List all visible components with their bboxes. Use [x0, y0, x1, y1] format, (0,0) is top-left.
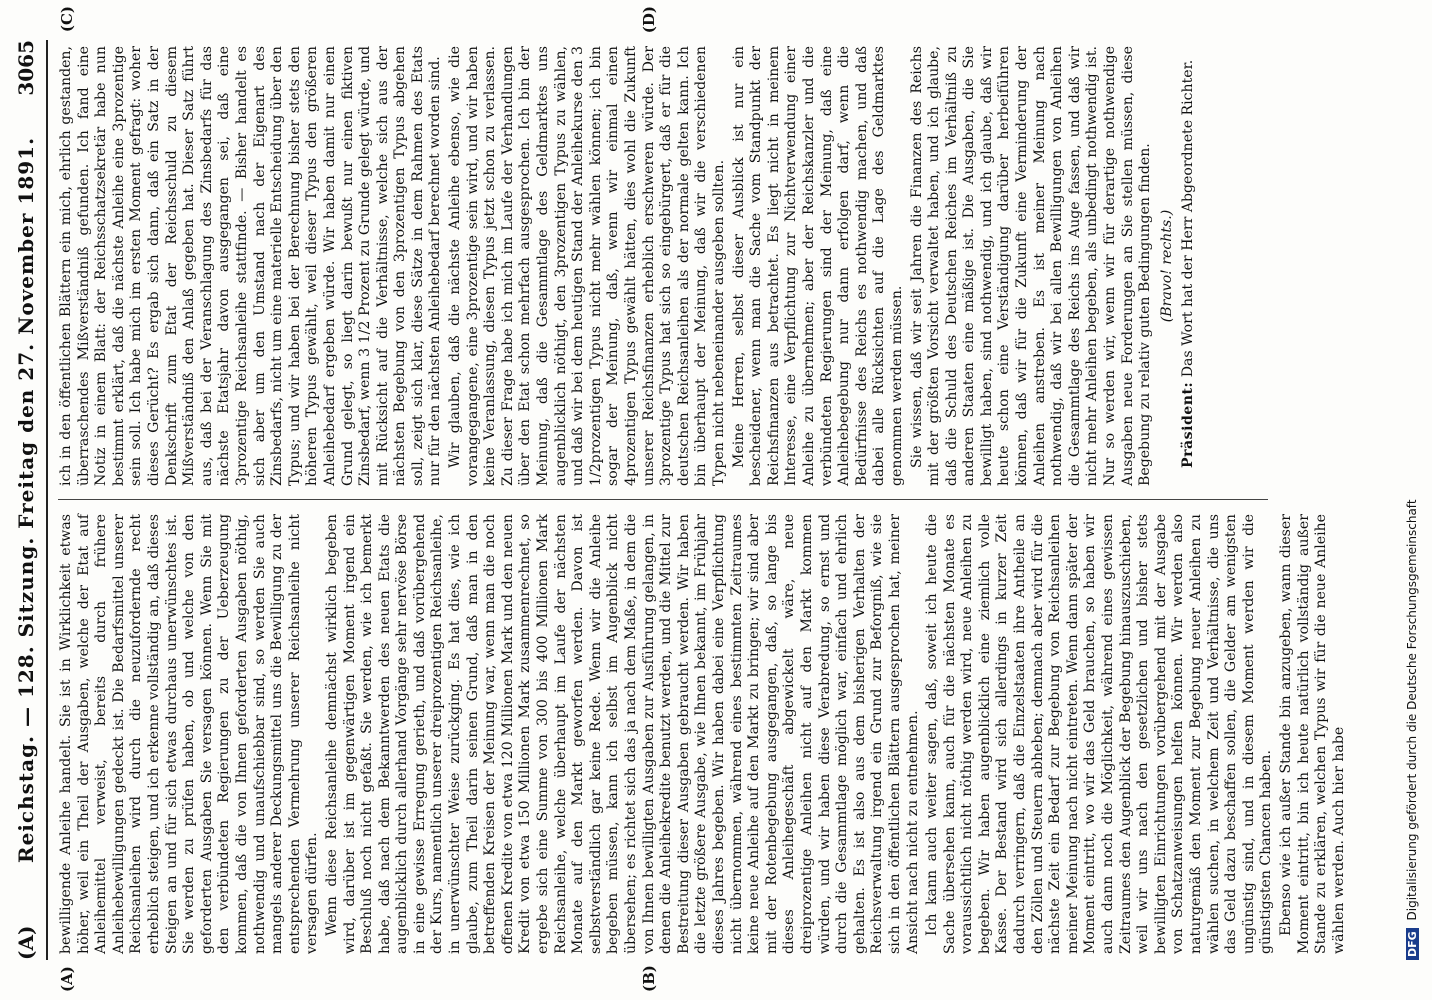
margin-label-d: (D): [640, 6, 658, 34]
page-number: [14, 40, 38, 96]
footer-text: Digitalisierung gefördert durch die Deutsche Forschungsgemeinschaft: [1405, 499, 1419, 921]
right-paragraph: ich in den öffentlichen Blättern ein mich, ehrlich gestanden, überraschendes Mißverständniß gefunden. Ich fand eine Notiz in einem Blatt: der Reichsschatzsekretär habe nun bestimmt erklärt, daß die nächste Anleihe eine 3prozentige sein soll. Ich habe mich im ersten Moment gefragt: woher dieses Gerücht? Es ergab sich dann, daß ein Satz in der Denkschrift zum Etat der Reichsschuld zu diesem Mißverständniß den Anlaß gegeben hat. Dieser Satz führt aus, daß bei der Veranschlagung des Zinsbedarfs für das nächste Etatsjahr davon ausgegangen sei, daß eine 3prozentige Reichsanleihe stattfinde. — Bisher handelt es sich aber um den Umstand nach der Eigenart des Zinsbedarfs, nicht um eine materielle Entscheidung über den Typus; und wir haben bei der Berechnung bisher stets den höheren Typus gewählt, weil dieser Typus den größeren Anleihebedarf ergeben würde. Wir haben damit nur einen Grund gelegt, so liegt darin bewußt nur einen fiktiven Zinsbedarf, wenn 3 1/2 Prozent zu Grunde gelegt würde, und mit Rücksicht auf die Verhältnisse, welche sich aus der nächsten Begebung von den 3prozentigen Typus abgehen soll, zeigt sich klar, diese Sätze in dem Rahmen des Etats nur für den nächsten Anleihebedarf berechnet worden sind.: [58, 46, 444, 486]
page-number-text: 3065: [14, 40, 38, 96]
page-header: [14, 40, 44, 960]
running-title: [14, 40, 38, 960]
speaker-line: [1180, 46, 1198, 486]
speaker-text: Das Wort hat der Herr Abgeordnete Richter.: [1180, 59, 1197, 378]
running-title-text: Reichstag. — 128. Sitzung. Freitag den 27. November 1891.: [14, 136, 38, 864]
margin-label-b: (B): [640, 965, 658, 992]
left-paragraph: Ich kann auch weiter sagen, daß, soweit ich heute die Sache übersehen kann, auch für die nächsten Monate es voraussichtlich nicht nöthig werden wird, neue Anleihen zu begeben. Wir haben augenblicklich eine ziemlich volle Kasse. Der Bestand wird sich allerdings in kurzer Zeit dadurch verringern, daß die Einzelstaaten ihre Antheile an den Zöllen und Steuern abheben; demnach aber wird für die nächste Zeit ein Bedarf zur Begebung von Reichsanleihen meiner Meinung nach nicht eintreten. Wenn dann später der Moment eintritt, wo wir das Geld brauchen, so haben wir auch dann noch die Möglichkeit, während eines gewissen Zeitraumes den Augenblick der Begebung hinauszuschieben, weil wir uns nach den gesetzlichen und bisher stets bewilligten Einrichtungen vorübergehend mit der Ausgabe von Schatzanweisungen helfen können. Wir werden also naturgemäß den Moment zur Begebung neuer Anleihen zu wählen suchen, in welchem Zeit und Verhältnisse, die uns das Geld dazu beschaffen sollen, die Gelder am wenigsten ungünstig sind, und in diesem Moment werden wir die günstigsten Chancen haben.: [924, 514, 1275, 954]
speaker-label: Präsident:: [1180, 381, 1197, 468]
left-paragraph: Wenn diese Reichsanleihe demnächst wirklich begeben wird, darüber ist im gegenwärtigen Moment irgend ein Beschluß noch nicht gefaßt. Sie werden, wie ich bemerkt habe, daß nach dem Bekanntwerden des neuen Etats die augenblicklich durch allerhand Vorgänge sehr nervöse Börse in eine gewisse Erregung gerieth, und daß vorübergehend der Kurs, namentlich unserer dreiprozentigen Reichsanleihe, in unerwünschter Weise zurückging. Es hat dies, wie ich glaube, zum Theil darin seinen Grund, daß man in den betreffenden Kreisen der Meinung war, wenn man die noch offenen Kredite von etwa 120 Millionen Mark und den neuen Kredit von etwa 150 Millionen Mark zusammenrechnet, so ergebe sich eine Summe von 300 bis 400 Millionen Mark Reichsanleihe, welche überhaupt im Laufe der nächsten Monate auf den Markt geworfen werden. Davon ist selbstverständlich gar keine Rede. Wenn wir die Anleihe begeben müssen, kann ich selbst im Augenblick nicht übersehen; es richtet sich das ja nach dem Maße, in dem die von Ihnen bewilligten Ausgaben zur Ausführung gelangen, in denen die Anleihekredite benutzt werden, und die Mittel zur Bestreitung dieser Ausgaben gebraucht werden. Wir haben die letzte größere Ausgabe, wie Ihnen bekannt, im Frühjahr dieses Jahres begeben. Wir haben dabei eine Verpflichtung nicht übernommen, während eines bestimmten Zeitraumes keine neue Anleihe auf den Markt zu bringen; wir sind aber mit der Rotenbegebung ausgegangen, daß, so lange bis dieses Anleihegeschäft abgewickelt wäre, neue dreiprozentige Anleihen nicht auf den Markt kommen würden, und wir haben diese Verabredung, so ernst und durch die Gesammtlage möglich war, einfach und ehrlich gehalten. Es ist also aus dem bisherigen Verhalten der Reichsverwaltung irgend ein Grund zur Beforgniß, wie sie sich in den öffentlichen Blättern ausgesprochen hat, meiner Ansicht nach nicht zu entnehmen.: [323, 514, 921, 954]
dfg-logo: DFG: [1406, 928, 1419, 960]
digitization-footer: [1405, 40, 1419, 960]
margin-label-a: (A): [14, 925, 38, 960]
right-paragraph: Wir glauben, daß die nächste Anleihe ebenso, wie die vorangegangene, eine 3prozentige sein wird, und wir haben keine Veranlassung, diesen Typus jetzt schon zu verlassen. Zu dieser Frage habe ich mich im Laufe der Verhandlungen über den Etat schon mehrfach ausgesprochen. Ich bin der Meinung, daß die Gesammtlage des Geldmarktes uns augenblicklich nöthigt, den 3prozentigen Typus zu wählen, und daß wir bei dem heutigen Stand der Anleihekurse den 3 1/2prozentigen Typus nicht mehr wählen können; ich bin sogar der Meinung, daß, wenn wir einmal einen 4prozentigen Typus gewählt hätten, dies wohl die Zukunft unserer Reichsfinanzen erheblich erschweren würde. Der 3prozentige Typus hat sich so eingebürgert, daß er für die deutschen Reichsanleihen als der normale gelten kann. Ich bin überhaupt der Meinung, daß wir die verschiedenen Typen nicht nebeneinander ausgeben sollten.: [447, 46, 727, 486]
left-paragraph: bewilligende Anleihe handelt. Sie ist in Wirklichkeit etwas höher, weil ein Theil der Ausgaben, welche der Etat auf Anleihemittel verweist, bereits durch frühere Anleihebewilligungen gedeckt ist. Die Bedarfsmittel unserer Reichsanleihen wird durch die neuzufordernde recht erheblich steigen, und ich erkenne vollständig an, daß dieses Steigen an und für sich etwas durchaus unerwünschtes ist. Sie werden zu prüfen haben, ob und welche von den geforderten Ausgaben Sie versagen können. Wenn Sie mit den verbündeten Regierungen zu der Ueberzeugung kommen, daß die von Ihnen geforderten Ausgaben nöthig, nothwendig und unaufschiebbar sind, so werden Sie auch mangels anderer Deckungsmittel uns die Bewilligung zu der entsprechenden Vermehrung unserer Reichsanleihe nicht versagen dürfen.: [58, 514, 321, 954]
margin-label-a-left: (A): [58, 966, 76, 992]
right-column: [58, 46, 1268, 486]
left-paragraph: Ebenso wie ich außer Stande bin anzugeben, wann dieser Moment eintritt, bin ich heute natürlich vollständig außer Stande zu erklären, welchen Typus wir für die neue Anleihe wählen werden. Auch hier habe: [1277, 514, 1347, 954]
stage-direction: (Bravo! rechts.): [1158, 209, 1175, 323]
right-paragraph: Sie wissen, daß wir seit Jahren die Finanzen des Reichs mit der größten Vorsicht verwaltet haben, und ich glaube, daß die Schuld des Deutschen Reiches im Verhältniß zu anderen Staaten eine mäßige ist. Die Ausgaben, die Sie bewilligt haben, sind nothwendig, und ich glaube, daß wir heute schon eine Verständigung darüber herbeiführen können, daß wir für die Zukunft eine Verminderung der Anleihen anstreben. Es ist meiner Meinung nach nothwendig, daß wir bei allen Bewilligungen von Anleihen die Gesammtlage des Reichs ins Auge fassen, und daß wir nicht mehr Anleihen begeben, als unbedingt nothwendig ist. Nur so werden wir, wenn wir für derartige nothwendige Ausgaben neue Forderungen an Sie stellen müssen, diese Begebung zu relativ guten Bedingungen finden.: [908, 46, 1154, 486]
left-column: [58, 514, 1347, 954]
right-paragraph: Meine Herren, selbst dieser Ausblick ist nur ein bescheidener, wenn man die Sache vom Standpunkt der Reichsfinanzen aus betrachtet. Es liegt nicht in meinem Interesse, eine Verpflichtung zur Nichtverwendung einer Anleihe zu übernehmen; aber der Reichskanzler und die verbündeten Regierungen sind der Meinung, daß eine Anleihebegebung nur dann erfolgen darf, wenn die Bedürfnisse des Reichs es nothwendig machen, und daß dabei alle Rücksichten auf die Lage des Geldmarktes genommen werden müssen.: [730, 46, 905, 486]
column-divider: [58, 499, 1268, 500]
margin-label-c: (C): [58, 6, 76, 33]
header-rule: [46, 40, 48, 960]
